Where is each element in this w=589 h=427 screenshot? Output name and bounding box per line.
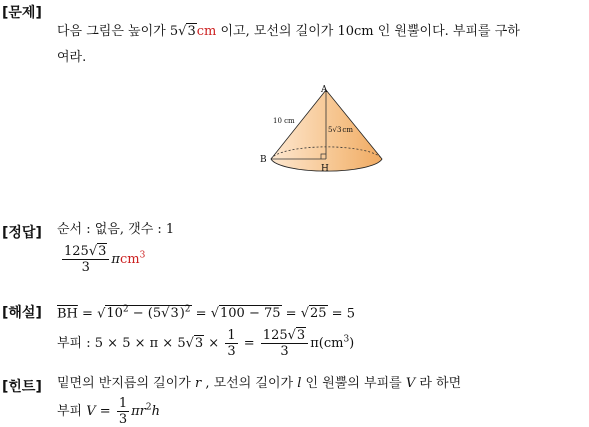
label-b: B xyxy=(260,155,267,165)
label-a: A xyxy=(321,85,328,95)
answer-order-line: 순서 : 없음, 갯수 : 1 xyxy=(57,222,175,237)
answer-unit: $cm^3$ xyxy=(119,250,146,267)
problem-label: [문제] xyxy=(2,5,42,21)
sqrt-3: √3 xyxy=(178,24,196,39)
answer-fraction: $\frac{125√3}{3}$ xyxy=(62,244,109,275)
explanation-line1: $\overline{BH} = √10^2 - (5√3)^2 = √100 - 75 = √25 = 5$ xyxy=(57,305,355,322)
explanation-line2: 부피 : 5 × 5 × π × 5√3 × $\frac{1}{3}$ = $\frac{125√3}{3}$ $\pi(cm^3)$ xyxy=(57,328,355,359)
height-label: 5√3cm xyxy=(328,126,353,134)
label-h: H xyxy=(321,164,329,174)
slant-label: 10 cm xyxy=(273,117,295,125)
hint-label: [힌트] xyxy=(2,379,42,395)
explanation-label: [해설] xyxy=(2,305,42,321)
answer-value: $\frac{125√3}{3}$ πcm$^3$ xyxy=(64,244,146,275)
cone-figure xyxy=(255,82,390,177)
problem-text-line1: 다음 그림은 높이가 5√3cm 이고, 모선의 길이가 10cm 인 원뿔이다. 부피를 구하 xyxy=(57,24,520,39)
hint-line2: 부피 V = $\frac{1}{3}$ $\pi r^2h$ xyxy=(57,396,160,427)
answer-label: [정답] xyxy=(2,225,42,241)
hint-line1: 밑면의 반지름의 길이가 r , 모선의 길이가 l 인 원뿔의 부피를 V 라 하면 xyxy=(57,376,462,391)
problem-text-line2: 여라. xyxy=(57,50,87,65)
